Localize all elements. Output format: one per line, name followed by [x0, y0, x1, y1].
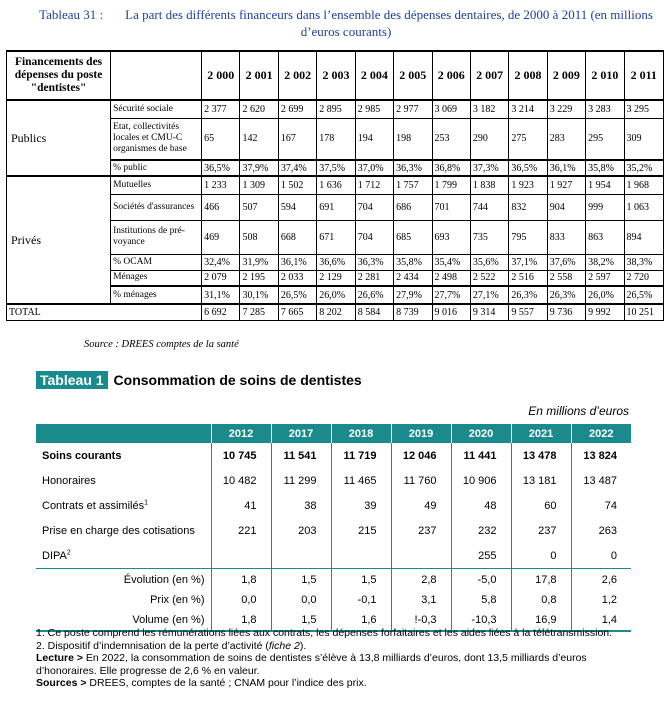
- table1-cell: 16,9: [511, 610, 571, 631]
- table31-cell: 35,8%: [586, 160, 624, 176]
- table31-cell: 36,5%: [202, 160, 240, 176]
- table31-total-label: TOTAL: [7, 304, 202, 320]
- table31-cell: 198: [394, 118, 432, 160]
- table31-cell: 999: [586, 194, 624, 220]
- table31-cell: 37,3%: [470, 160, 508, 176]
- table31-cell: 37,1%: [509, 254, 547, 270]
- table31-cell: 833: [547, 220, 585, 254]
- table1-header-row: [36, 424, 631, 443]
- table31-cell: 3 214: [509, 100, 547, 118]
- table1-cell: 49: [391, 493, 451, 518]
- table31-cell: 2 977: [394, 100, 432, 118]
- table31-cell: 2 620: [240, 100, 278, 118]
- table31-cell: 30,1%: [240, 286, 278, 304]
- table1-cell: 232: [451, 518, 511, 543]
- table31-cell: 32,4%: [202, 254, 240, 270]
- table31-cell: 1 923: [509, 176, 547, 194]
- table31-year-header: 2 001: [240, 51, 278, 100]
- table1-row-label: Volume (en %): [36, 610, 211, 631]
- table31-cell: 1 309: [240, 176, 278, 194]
- table31-cell: 2 699: [278, 100, 316, 118]
- table31-cell: 36,6%: [317, 254, 355, 270]
- table31-cell: 1 233: [202, 176, 240, 194]
- table1-cell: 0,8: [511, 590, 571, 610]
- table31-cell: 26,5%: [624, 286, 663, 304]
- table1-cell: !-0,3: [391, 610, 451, 631]
- note-2: 2. Dispositif d’indemnisation de la perte d’activité (fiche 2).: [36, 639, 307, 652]
- table1-year-header: 2017: [271, 424, 331, 443]
- table1-year-header: 2019: [391, 424, 451, 443]
- table31-row: [7, 176, 664, 194]
- table31-cell: 701: [432, 194, 470, 220]
- table31-header-label: Financements des dépenses du poste "dentistes": [7, 51, 111, 100]
- table31-cell: 2 195: [240, 270, 278, 286]
- table31-cell: 2 434: [394, 270, 432, 286]
- table1-row-label: Évolution (en %): [36, 569, 211, 591]
- table1-cell: [271, 543, 331, 569]
- footnote-ref: 1: [144, 498, 148, 506]
- table31-cell: 26,0%: [317, 286, 355, 304]
- table1-row: [36, 590, 631, 610]
- table31-cell: 27,9%: [394, 286, 432, 304]
- table1-cell: 60: [511, 493, 571, 518]
- table1-cell: -5,0: [451, 569, 511, 591]
- table31-row-label: Sociétés d'assurances: [111, 194, 202, 220]
- table31-cell: 704: [355, 220, 393, 254]
- table31-cell: 35,4%: [432, 254, 470, 270]
- table31-cell: 2 516: [509, 270, 547, 286]
- table31-total-cell: 9 016: [432, 304, 470, 320]
- table1-row-label: Honoraires: [42, 474, 96, 487]
- table1-unit: En millions d’euros: [528, 404, 629, 418]
- table1-body: [36, 443, 631, 631]
- table1-cell: 1,5: [271, 569, 331, 591]
- table31-cell: 35,8%: [394, 254, 432, 270]
- table31-cell: 36,5%: [509, 160, 547, 176]
- table31-cell: 26,0%: [586, 286, 624, 304]
- table31-total-cell: 9 557: [509, 304, 547, 320]
- table1-cell: -10,3: [451, 610, 511, 631]
- table31-row-label: Sécurité sociale: [111, 100, 202, 118]
- table31-cell: 1 968: [624, 176, 663, 194]
- table31-cell: 31,9%: [240, 254, 278, 270]
- table31-year-header: 2 009: [547, 51, 585, 100]
- table31-cell: 253: [432, 118, 470, 160]
- table31-cell: 35,6%: [470, 254, 508, 270]
- table31-year-header: 2 003: [317, 51, 355, 100]
- table31-cell: 2 720: [624, 270, 663, 286]
- table31-cell: 1 757: [394, 176, 432, 194]
- table31-cell: 735: [470, 220, 508, 254]
- table1-cell: 12 046: [391, 443, 451, 468]
- table31-cell: 693: [432, 220, 470, 254]
- table31-cell: 3 295: [624, 100, 663, 118]
- table1-cell: [331, 543, 391, 569]
- table31-total-cell: 6 692: [202, 304, 240, 320]
- table31-cell: 142: [240, 118, 278, 160]
- sources-note: Sources > DREES, comptes de la santé ; CNAM pour l’indice des prix.: [36, 677, 367, 689]
- table31-cell: 2 079: [202, 270, 240, 286]
- table31-cell: 469: [202, 220, 240, 254]
- table31-cell: 2 129: [317, 270, 355, 286]
- table1-cell: 0,0: [211, 590, 271, 610]
- table1-row: [36, 443, 631, 468]
- table31-group-publics: Publics: [7, 100, 111, 176]
- table1-row: [36, 468, 631, 493]
- table31-row-label: Mutuelles: [111, 176, 202, 194]
- table1-cell: 221: [211, 518, 271, 543]
- table31-cell: 1 712: [355, 176, 393, 194]
- table31-cell: 65: [202, 118, 240, 160]
- table31-cell: 2 377: [202, 100, 240, 118]
- table31-cell: 26,3%: [509, 286, 547, 304]
- table31-cell: 2 522: [470, 270, 508, 286]
- table1-cell: 0,0: [271, 590, 331, 610]
- table1-cell: 39: [331, 493, 391, 518]
- table31-year-header: 2 005: [394, 51, 432, 100]
- table1-cell: 215: [331, 518, 391, 543]
- table1-cell: 11 465: [331, 468, 391, 493]
- table1-row-label: DIPA$^2$: [42, 548, 71, 562]
- table1-row: [36, 518, 631, 543]
- table1-cell: 10 482: [211, 468, 271, 493]
- table31-year-header: 2 008: [509, 51, 547, 100]
- table31-cell: 275: [509, 118, 547, 160]
- table31-cell: 178: [317, 118, 355, 160]
- table31-cell: 309: [624, 118, 663, 160]
- table31-total-cell: 8 739: [394, 304, 432, 320]
- table31-cell: 668: [278, 220, 316, 254]
- table31-cell: 832: [509, 194, 547, 220]
- table1-year-header: 2021: [511, 424, 571, 443]
- table31-cell: 2 498: [432, 270, 470, 286]
- table31-cell: 38,2%: [586, 254, 624, 270]
- table1-cell: 11 541: [271, 443, 331, 468]
- table31-cell: 3 182: [470, 100, 508, 118]
- table1-cell: 11 299: [271, 468, 331, 493]
- table31-row: [7, 100, 664, 118]
- table31-cell: 36,3%: [394, 160, 432, 176]
- table31-group-prives: Privés: [7, 176, 111, 304]
- table31-total-cell: 9 992: [586, 304, 624, 320]
- table1-cell: 11 441: [451, 443, 511, 468]
- table1-cell: -0,1: [331, 590, 391, 610]
- table1-badge: Tableau 1: [36, 371, 108, 389]
- footnote-ref: 2: [66, 548, 71, 556]
- table31-cell: 691: [317, 194, 355, 220]
- table1-cell: 13 824: [571, 443, 631, 468]
- table31-total-cell: 8 584: [355, 304, 393, 320]
- table1-notes: [36, 627, 636, 690]
- table31-cell: 35,2%: [624, 160, 663, 176]
- table31-title: [36, 6, 656, 40]
- table1-cell: 0: [571, 543, 631, 569]
- table31-cell: 290: [470, 118, 508, 160]
- table31-year-header: 2 002: [278, 51, 316, 100]
- table31-year-header: 2 004: [355, 51, 393, 100]
- table31-cell: 36,8%: [432, 160, 470, 176]
- table31-cell: 194: [355, 118, 393, 160]
- table1-header-blank: [36, 424, 211, 443]
- table1: [36, 424, 631, 632]
- table1-cell: 10 906: [451, 468, 511, 493]
- table1-title: Consommation de soins de dentistes: [113, 372, 362, 388]
- table1-cell: 13 487: [571, 468, 631, 493]
- table31-cell: 704: [355, 194, 393, 220]
- table1-row: [36, 493, 631, 518]
- table31-total-cell: 8 202: [317, 304, 355, 320]
- table1-cell: 2,6: [571, 569, 631, 591]
- table1-cell: 255: [451, 543, 511, 569]
- table1-cell: [211, 543, 271, 569]
- table31-cell: 2 985: [355, 100, 393, 118]
- table31-total-cell: 10 251: [624, 304, 663, 320]
- table31-cell: 1 799: [432, 176, 470, 194]
- table31-row-label: Ménages: [111, 270, 202, 286]
- table31-cell: 167: [278, 118, 316, 160]
- table31-cell: 1 502: [278, 176, 316, 194]
- table1-cell: 17,8: [511, 569, 571, 591]
- table31-cell: 38,3%: [624, 254, 663, 270]
- table31-cell: 686: [394, 194, 432, 220]
- table1-year-header: 2020: [451, 424, 511, 443]
- table31-row-label: Institutions de pré-voyance: [111, 220, 202, 254]
- table1-year-header: 2018: [331, 424, 391, 443]
- table31-cell: 744: [470, 194, 508, 220]
- table31-source: Source : DREES comptes de la santé: [84, 339, 239, 350]
- table1-cell: 11 760: [391, 468, 451, 493]
- table31-cell: 37,0%: [355, 160, 393, 176]
- table1-row: [36, 569, 631, 591]
- table1-cell: [391, 543, 451, 569]
- table1-cell: 1,6: [331, 610, 391, 631]
- table31-cell: 295: [586, 118, 624, 160]
- table1-cell: 5,8: [451, 590, 511, 610]
- table31-cell: 594: [278, 194, 316, 220]
- table1-cell: 74: [571, 493, 631, 518]
- table1-heading: [36, 371, 362, 389]
- table31-total-row: [7, 304, 664, 320]
- table1-cell: 11 719: [331, 443, 391, 468]
- table1-cell: 3,1: [391, 590, 451, 610]
- table1-row-label: Soins courants: [42, 449, 122, 462]
- table31-cell: 466: [202, 194, 240, 220]
- table31-row-label: Etat, collectivités locales et CMU-C organismes de base: [111, 118, 202, 160]
- table1-cell: 38: [271, 493, 331, 518]
- table31-cell: 36,1%: [547, 160, 585, 176]
- table1-row-label: Prix (en %): [150, 594, 205, 606]
- table31-cell: 2 033: [278, 270, 316, 286]
- table31-cell: 37,6%: [547, 254, 585, 270]
- table31-year-header: 2 011: [624, 51, 663, 100]
- table31-cell: 2 597: [586, 270, 624, 286]
- table31-cell: 3 069: [432, 100, 470, 118]
- table31: [6, 50, 664, 321]
- table1-cell: 1,8: [211, 569, 271, 591]
- table1-cell: 0: [511, 543, 571, 569]
- table31-label: Tableau 31 :: [39, 7, 104, 22]
- table31-total-cell: 7 285: [240, 304, 278, 320]
- table31-cell: 795: [509, 220, 547, 254]
- table31-cell: 37,5%: [317, 160, 355, 176]
- table31-header-row: [7, 51, 664, 100]
- table1-year-header: 2012: [211, 424, 271, 443]
- table31-cell: 2 895: [317, 100, 355, 118]
- table1-cell: 13 478: [511, 443, 571, 468]
- table31-cell: 671: [317, 220, 355, 254]
- table31-year-header: 2 000: [202, 51, 240, 100]
- table31-total-cell: 9 736: [547, 304, 585, 320]
- table31-body: [7, 100, 664, 320]
- table31-cell: 863: [586, 220, 624, 254]
- table1-cell: 10 745: [211, 443, 271, 468]
- table1-cell: 237: [391, 518, 451, 543]
- table31-row-label: % ménages: [111, 286, 202, 304]
- table31-cell: 508: [240, 220, 278, 254]
- table1-cell: 41: [211, 493, 271, 518]
- table31-cell: 1 927: [547, 176, 585, 194]
- table31-cell: 1 838: [470, 176, 508, 194]
- table31-cell: 31,1%: [202, 286, 240, 304]
- table1-row-label: Contrats et assimilés$^1$: [42, 498, 148, 512]
- table1-cell: 48: [451, 493, 511, 518]
- table31-cell: 1 636: [317, 176, 355, 194]
- table31-cell: 3 283: [586, 100, 624, 118]
- table1-cell: 263: [571, 518, 631, 543]
- table31-year-header: 2 010: [586, 51, 624, 100]
- table1-row-label: Prise en charge des cotisations: [42, 524, 195, 537]
- table1-cell: 1,5: [331, 569, 391, 591]
- table31-cell: 507: [240, 194, 278, 220]
- table31-title-text: La part des différents financeurs dans l’ensemble des dépenses dentaires, de 2000 à 2011 (en millions d’euros courants): [125, 7, 653, 39]
- table1-cell: 203: [271, 518, 331, 543]
- table31-cell: 26,3%: [547, 286, 585, 304]
- table31-total-cell: 9 314: [470, 304, 508, 320]
- table31-cell: 26,5%: [278, 286, 316, 304]
- table31-year-header: 2 007: [470, 51, 508, 100]
- table31-cell: 894: [624, 220, 663, 254]
- table1-cell: 2,8: [391, 569, 451, 591]
- table31-cell: 27,1%: [470, 286, 508, 304]
- lecture-note: Lecture > En 2022, la consommation de soins de dentistes s’élève à 13,8 milliards d’euros, dont 13,5 milliards d’euros d’honoraires. Elle progresse de 2,6 % en valeur.: [36, 652, 587, 677]
- table31-cell: 3 229: [547, 100, 585, 118]
- table1-cell: 13 181: [511, 468, 571, 493]
- table31-header-blank: [111, 51, 202, 100]
- table31-row-label: % OCAM: [111, 254, 202, 270]
- table31-row-label: % public: [111, 160, 202, 176]
- table1-row: [36, 543, 631, 569]
- note-1: 1. Ce poste comprend les rémunérations liées aux contrats, les dépenses forfaitaires et les aides liées à la télétransmission.: [36, 627, 613, 639]
- table31-cell: 36,1%: [278, 254, 316, 270]
- table31-cell: 904: [547, 194, 585, 220]
- table31-cell: 36,3%: [355, 254, 393, 270]
- table1-year-header: 2022: [571, 424, 631, 443]
- table31-cell: 685: [394, 220, 432, 254]
- table31-cell: 1 063: [624, 194, 663, 220]
- table31-year-header: 2 006: [432, 51, 470, 100]
- table31-cell: 27,7%: [432, 286, 470, 304]
- table1-cell: 1,4: [571, 610, 631, 631]
- table31-cell: 26,6%: [355, 286, 393, 304]
- table31-cell: 2 281: [355, 270, 393, 286]
- table1-cell: 1,2: [571, 590, 631, 610]
- table31-cell: 37,9%: [240, 160, 278, 176]
- table31-cell: 283: [547, 118, 585, 160]
- table31-cell: 1 954: [586, 176, 624, 194]
- table1-cell: 237: [511, 518, 571, 543]
- table1-cell: 1,5: [271, 610, 331, 631]
- table31-cell: 37,4%: [278, 160, 316, 176]
- table1-cell: 1,8: [211, 610, 271, 631]
- table31-cell: 2 558: [547, 270, 585, 286]
- table31-total-cell: 7 665: [278, 304, 316, 320]
